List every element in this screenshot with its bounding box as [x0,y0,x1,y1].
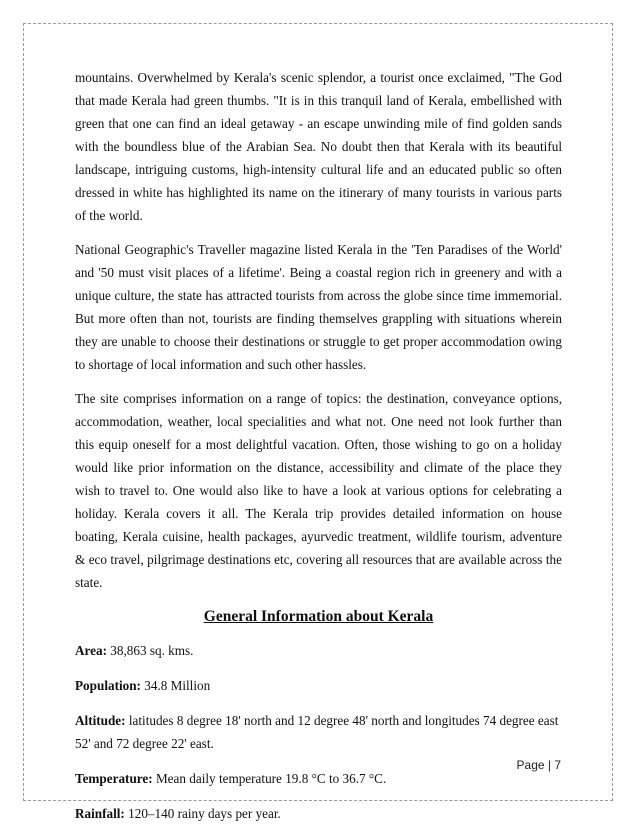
section-heading: General Information about Kerala [203,608,434,625]
paragraph-2: National Geographic's Traveller magazine listed Kerala in the 'Ten Paradises of the World' and '50 must visit places of a lifetime'. Being a coastal region rich in greenery and with a unique culture, the state has attracted tourists from across the globe since time immemorial. But more often than not, tourists are finding themselves grappling with situations wherein they are unable to choose their destinations or struggle to get proper accommodation owing to shortage of local information and such other hassles. [75,242,562,372]
info-altitude-value: latitudes 8 degree 18' north and 12 degree 48' north and longitudes 74 degree east 52' and 72 degree 22' east. [75,713,559,751]
info-area [75,639,562,662]
info-temperature-value: Mean daily temperature 19.8 °C to 36.7 °C. [152,771,387,786]
info-area-label: Area: [75,643,107,658]
paragraph-1: mountains. Overwhelmed by Kerala's scenic splendor, a tourist once exclaimed, "The God that made Kerala had green thumbs. "It is in this tranquil land of Kerala, embellished with green that one can find an ideal getaway - an escape unwinding mile of find golden sands with the boundless blue of the Arabian Sea. No doubt then that Kerala with its beautiful landscape, intriguing customs, high-intensity cultural life and an educated public so often dressed in white has highlighted its name on the itinerary of many tourists in various parts of the world. [75,70,562,223]
info-rainfall-label: Rainfall: [75,806,125,821]
paragraph-3: The site comprises information on a range of topics: the destination, conveyance options, accommodation, weather, local specialities and what not. One need not look further than this equip oneself for a most delightful vacation. Often, those wishing to go on a holiday would like prior information on the distance, accessibility and climate of the place they wish to travel to. One would also like to have a look at various options for celebrating a holiday. Kerala covers it all. The Kerala trip provides detailed information on house boating, Kerala cuisine, health packages, ayurvedic treatment, wildlife tourism, adventure & eco travel, pilgrimage destinations etc, covering all resources that are available across the state. [75,391,562,590]
info-rainfall [75,802,562,825]
info-population [75,674,562,697]
info-temperature [75,767,562,790]
info-area-value: 38,863 sq. kms. [106,643,194,658]
info-population-value: 34.8 Million [140,678,211,693]
info-temperature-label: Temperature: [75,771,153,786]
info-altitude [75,709,562,755]
info-altitude-label: Altitude: [75,713,126,728]
page-number: Page | 7 [516,758,561,772]
info-population-label: Population: [75,678,141,693]
document-body [75,66,562,837]
info-rainfall-value: 120–140 rainy days per year. [124,806,281,821]
